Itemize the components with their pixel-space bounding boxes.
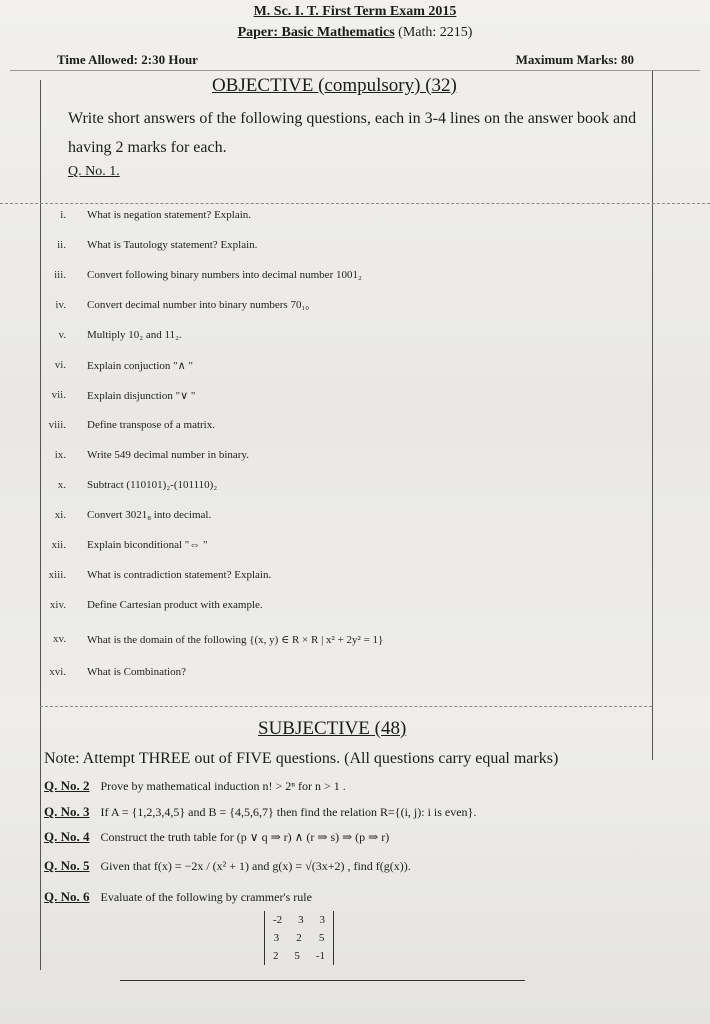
matrix-row <box>265 911 333 929</box>
item-text: Explain disjunction "∨ " <box>87 390 196 402</box>
right-margin-line <box>652 70 653 760</box>
item-number: ix. <box>54 449 66 461</box>
time-allowed: Time Allowed: 2:30 Hour <box>57 52 198 67</box>
item-number: ii. <box>57 239 66 251</box>
item-number: v. <box>58 329 66 341</box>
matrix-cell: 2 <box>272 950 279 962</box>
item-text: Define Cartesian product with example. <box>87 599 263 611</box>
top-rule <box>10 70 700 71</box>
item-text: What is contradiction statement? Explain. <box>87 569 272 581</box>
question-5-text: Given that f(x) = −2x / (x² + 1) and g(x) = √(3x+2) , find f(g(x)). <box>100 859 411 873</box>
item-number: vi. <box>54 359 66 371</box>
item-text: Explain conjuction "∧ " <box>87 360 193 372</box>
objective-instruction: Write short answers of the following questions, each in 3-4 lines on the answer book and having 2 marks for each. <box>68 110 637 156</box>
item-number: xvi. <box>49 666 66 678</box>
question-6 <box>44 889 312 905</box>
question-4-label: Q. No. 4 <box>44 829 90 844</box>
item-number: x. <box>57 479 66 491</box>
item-text: What is Tautology statement? Explain. <box>87 239 258 251</box>
item-text: Subtract (110101)₂-(101110)₂ <box>87 479 218 491</box>
item-text: Convert decimal number into binary numbers 70₁₀ <box>87 299 310 311</box>
matrix-cell: -2 <box>272 914 283 926</box>
subjective-title: SUBJECTIVE (48) <box>258 718 407 739</box>
question-6-label: Q. No. 6 <box>44 889 90 904</box>
item-number: i. <box>60 209 66 221</box>
matrix-row <box>265 947 333 965</box>
subjective-note: Note: Attempt THREE out of FIVE questions. (All questions carry equal marks) <box>44 750 559 767</box>
question-5-label: Q. No. 5 <box>44 858 90 873</box>
paper-line <box>0 25 710 41</box>
matrix-cell: -1 <box>315 950 326 962</box>
question-4-text: Construct the truth table for (p ∨ q ⇒ r) ∧ (r ⇒ s) ⇒ (p ⇒ r) <box>100 830 390 844</box>
matrix-cell: 3 <box>319 914 326 926</box>
matrix-cell: 5 <box>318 932 325 944</box>
item-number: iii. <box>54 269 66 281</box>
question-3 <box>44 804 476 820</box>
exam-title: M. Sc. I. T. First Term Exam 2015 <box>253 4 457 19</box>
question-4 <box>44 829 389 845</box>
item-number: vii. <box>51 389 66 401</box>
question-2-label: Q. No. 2 <box>44 778 90 793</box>
item-text: Write 549 decimal number in binary. <box>87 449 249 461</box>
item-number: xiii. <box>48 569 66 581</box>
fold-line-bottom <box>40 706 652 707</box>
item-number: xii. <box>51 539 66 551</box>
item-number: viii. <box>48 419 66 431</box>
matrix-cell: 2 <box>296 932 302 944</box>
question-5 <box>44 858 411 874</box>
paper-code: (Math: 2215) <box>398 25 473 40</box>
question-2 <box>44 778 346 794</box>
question-3-text: If A = {1,2,3,4,5} and B = {4,5,6,7} then find the relation R={(i, j): i is even}. <box>100 805 477 819</box>
item-text: What is Combination? <box>87 666 186 678</box>
paper-label: Paper: Basic Mathematics <box>237 25 395 40</box>
fold-line-top <box>0 203 710 204</box>
item-text: What is the domain of the following {(x, y) ∈ R × R | x² + 2y² = 1} <box>87 634 384 646</box>
matrix-cell: 3 <box>273 932 280 944</box>
item-text: Convert following binary numbers into decimal number 1001₂ <box>87 269 362 281</box>
maximum-marks: Maximum Marks: 80 <box>515 52 634 67</box>
item-text: Multiply 10₂ and 11₂. <box>87 329 182 341</box>
determinant-matrix <box>264 911 334 965</box>
item-number: xiv. <box>49 599 66 611</box>
item-number: xv. <box>52 633 66 645</box>
objective-title: OBJECTIVE (compulsory) (32) <box>212 75 457 96</box>
question-3-label: Q. No. 3 <box>44 804 90 819</box>
item-text: Define transpose of a matrix. <box>87 419 215 431</box>
item-text: Convert 3021₈ into decimal. <box>87 509 212 521</box>
question-1-label: Q. No. 1. <box>68 164 120 179</box>
item-number: xi. <box>54 509 66 521</box>
item-number: iv. <box>55 299 66 311</box>
matrix-row <box>265 929 333 947</box>
matrix-cell: 3 <box>298 914 304 926</box>
item-text: Explain biconditional "⇔ " <box>87 539 208 551</box>
matrix-cell: 5 <box>294 950 300 962</box>
end-rule <box>120 980 525 981</box>
question-6-text: Evaluate of the following by crammer's rule <box>100 890 312 904</box>
question-2-text: Prove by mathematical induction n! > 2ⁿ for n > 1 . <box>100 779 346 793</box>
item-text: What is negation statement? Explain. <box>87 209 252 221</box>
